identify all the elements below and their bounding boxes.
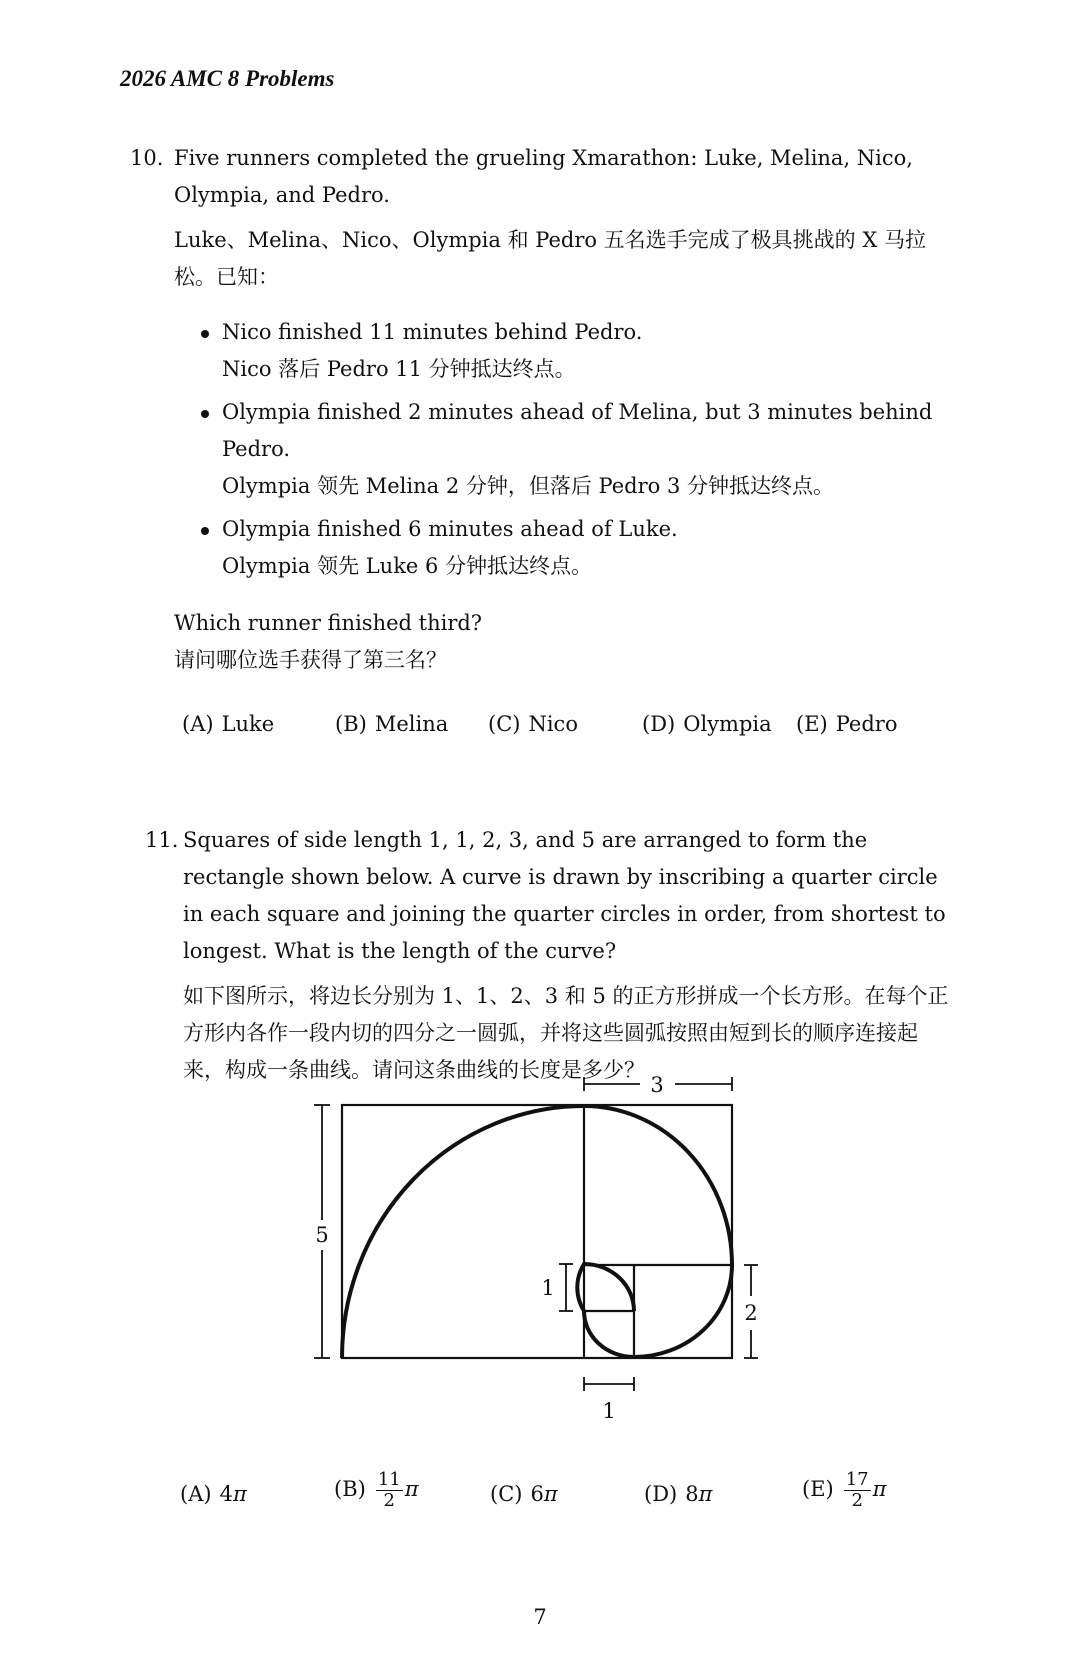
label-right: 2 <box>744 1301 758 1325</box>
rectangle-outline <box>342 1105 732 1358</box>
fraction: $\frac{17}{2}$ <box>845 1469 869 1511</box>
choice-e[interactable]: (E) $\frac{17}{2}$ π <box>802 1469 887 1511</box>
spiral-curve <box>342 1106 732 1358</box>
fraction: $\frac{11}{2}$ <box>377 1469 401 1511</box>
condition-en: Olympia finished 6 minutes ahead of Luke. <box>222 517 678 541</box>
condition-en: Olympia finished 2 minutes ahead of Melina, but 3 minutes behind Pedro. <box>222 400 933 461</box>
label-bottom: 1 <box>602 1399 616 1423</box>
page-number: 7 <box>533 1605 547 1629</box>
label-left: 5 <box>315 1223 329 1247</box>
label-top: 3 <box>650 1073 664 1097</box>
condition-zh: Olympia 领先 Melina 2 分钟，但落后 Pedro 3 分钟抵达终点。 <box>222 474 834 498</box>
question-zh: 请问哪位选手获得了第三名？ <box>174 648 447 672</box>
choice-c[interactable]: (C) Nico <box>488 712 578 736</box>
problem-intro-en: Five runners completed the grueling Xmarathon: Luke, Melina, Nico, Olympia, and Pedro. <box>174 146 913 207</box>
condition-zh: Olympia 领先 Luke 6 分钟抵达终点。 <box>222 554 593 578</box>
question-en: Which runner finished third? <box>174 611 483 635</box>
page-header: 2026 AMC 8 Problems <box>120 66 335 91</box>
label-middle: 1 <box>541 1276 555 1300</box>
choice-c[interactable]: (C) 6π <box>490 1482 558 1506</box>
condition-en: Nico finished 11 minutes behind Pedro. <box>222 320 643 344</box>
problem-number: 10. <box>130 146 164 170</box>
choice-b[interactable]: (B) Melina <box>335 712 449 736</box>
choice-a[interactable]: (A) Luke <box>182 712 275 736</box>
condition-zh: Nico 落后 Pedro 11 分钟抵达终点。 <box>222 357 576 381</box>
choice-a[interactable]: (A) 4π <box>180 1482 247 1506</box>
choice-b[interactable]: (B) $\frac{11}{2}$ π <box>334 1469 419 1511</box>
problem-11-choices <box>180 1470 980 1530</box>
problem-intro-zh: Luke、Melina、Nico、Olympia 和 Pedro 五名选手完成了极具挑战的 X 马拉松。已知： <box>174 228 926 289</box>
choice-e[interactable]: (E) Pedro <box>796 712 898 736</box>
problem-number: 11. <box>145 828 179 852</box>
choice-d[interactable]: (D) Olympia <box>642 712 772 736</box>
problem-text-zh: 如下图所示，将边长分别为 1、1、2、3 和 5 的正方形拼成一个长方形。在每个正方形内各作一段内切的四分之一圆弧，并将这些圆弧按照由短到长的顺序连接起来，构成一条曲线。请问这条曲线的长度是多少？ <box>183 984 949 1082</box>
choice-d[interactable]: (D) 8π <box>644 1482 713 1506</box>
problem-text-en: Squares of side length 1, 1, 2, 3, and 5 are arranged to form the rectangle shown below. A curve is drawn by inscribing a quarter circle in each square and joining the quarter circles in order, from shortest to longest. What is the length of the curve? <box>183 828 946 963</box>
